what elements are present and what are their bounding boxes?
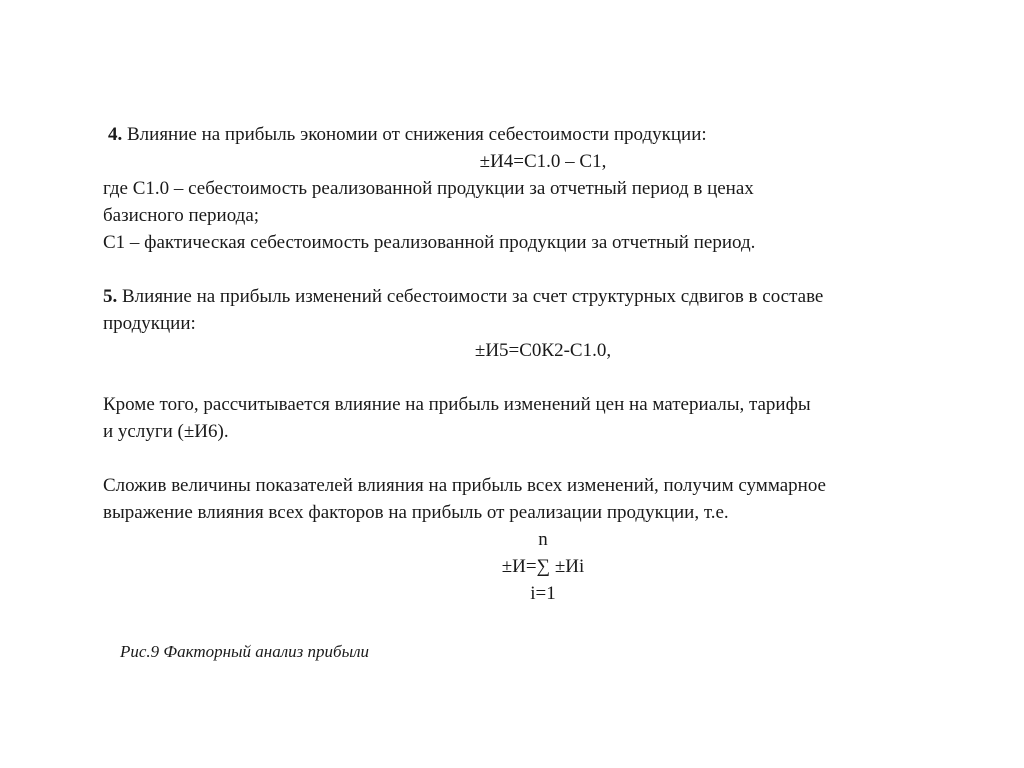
spacer xyxy=(103,364,983,391)
section-4-line-1: где С1.0 – себестоимость реализованной продукции за отчетный период в ценах xyxy=(103,178,754,199)
paragraph-other-line-1: Кроме того, рассчитывается влияние на прибыль изменений цен на материалы, тарифы xyxy=(103,394,811,415)
section-5-title: Влияние на прибыль изменений себестоимости за счет структурных сдвигов в составе xyxy=(117,286,824,307)
section-4-heading xyxy=(103,121,983,148)
sum-formula xyxy=(103,526,983,607)
sum-lower-limit: i=1 xyxy=(530,583,556,604)
formula-i5: ±И5=С0К2-С1.0, xyxy=(474,340,612,361)
paragraph-sum-line-2: выражение влияния всех факторов на прибыль от реализации продукции, т.е. xyxy=(103,502,729,523)
formula-i4: ±И4=С1.0 – С1, xyxy=(479,151,607,172)
document-body xyxy=(103,121,983,607)
sum-upper-limit: n xyxy=(538,529,548,550)
sum-main-expression: ±И=∑ ±Иi xyxy=(501,556,585,577)
spacer xyxy=(103,445,983,472)
section-5-heading xyxy=(103,283,983,310)
section-4-title: Влияние на прибыль экономии от снижения себестоимости продукции: xyxy=(122,124,707,145)
section-4-number: 4. xyxy=(108,124,123,145)
spacer xyxy=(103,256,983,283)
section-4-line-2: базисного периода; xyxy=(103,205,260,226)
section-5-title-cont: продукции: xyxy=(103,313,196,334)
paragraph-sum-line-1: Сложив величины показателей влияния на прибыль всех изменений, получим суммарное xyxy=(103,475,826,496)
section-4-line-3: С1 – фактическая себестоимость реализованной продукции за отчетный период. xyxy=(103,232,756,253)
paragraph-other-line-2: и услуги (±И6). xyxy=(103,421,229,442)
section-5-number: 5. xyxy=(103,286,118,307)
figure-caption: Рис.9 Факторный анализ прибыли xyxy=(120,642,370,661)
